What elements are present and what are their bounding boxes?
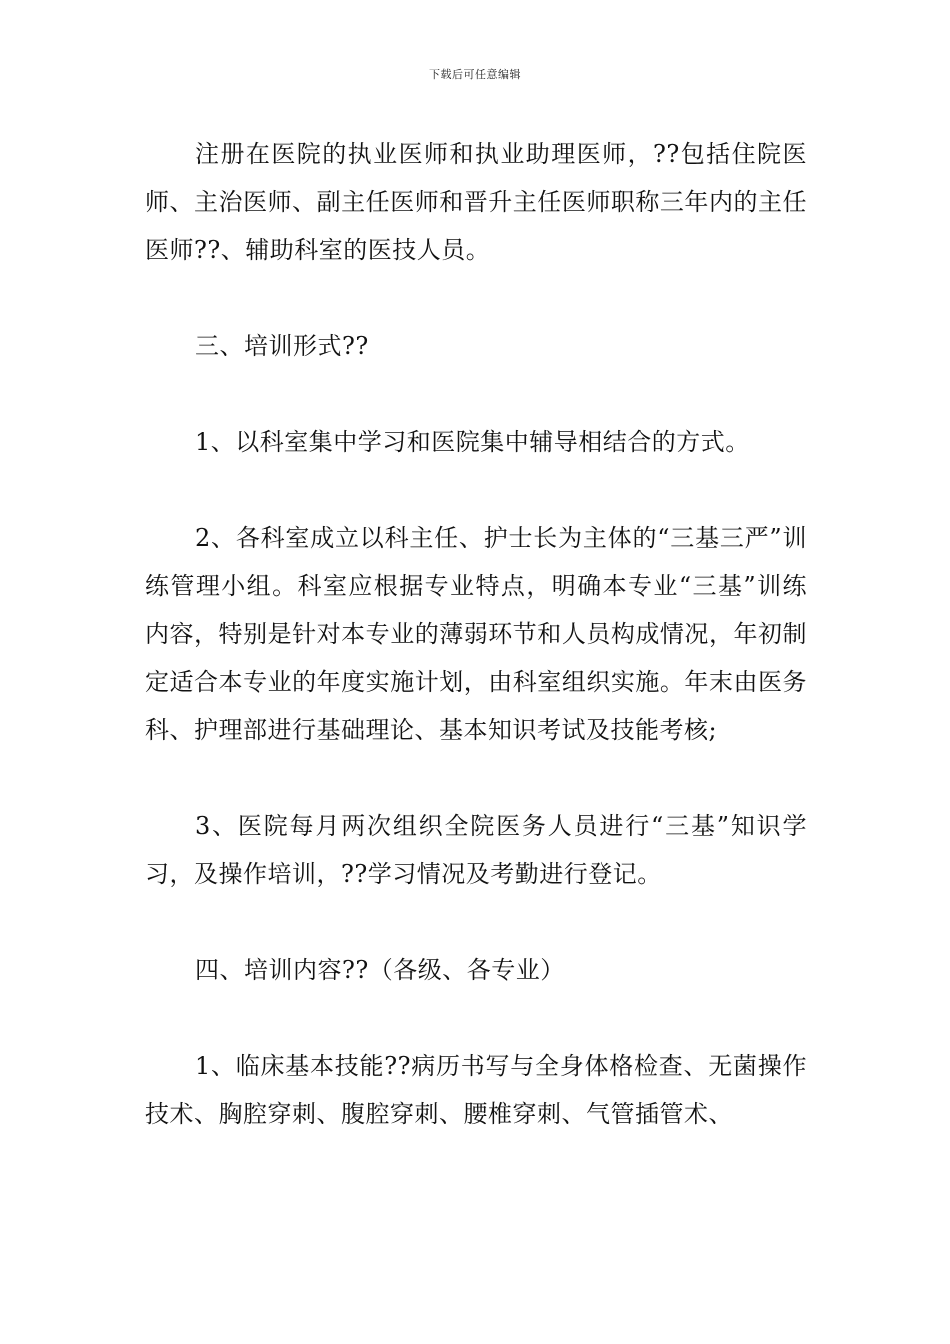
- paragraph-scope: 注册在医院的执业医师和执业助理医师，??包括住院医师、主治医师、副主任医师和晋升主任医师职称三年内的主任医师??、辅助科室的医技人员。: [145, 140, 807, 264]
- page-header-note: 下载后可任意编辑: [429, 68, 521, 81]
- paragraph-form-3: 3、医院每月两次组织全院医务人员进行“三基”知识学习，及操作培训，??学习情况及考勤进行登记。: [145, 812, 807, 888]
- paragraph-form-2: 2、各科室成立以科主任、护士长为主体的“三基三严”训练管理小组。科室应根据专业特点，明确本专业“三基”训练内容，特别是针对本专业的薄弱环节和人员构成情况，年初制定适合本专业的年度实施计划，由科室组织实施。年末由医务科、护理部进行基础理论、基本知识考试及技能考核;: [145, 524, 807, 744]
- heading-training-content: 四、培训内容??（各级、各专业）: [195, 956, 565, 984]
- paragraph-form-1: 1、以科室集中学习和医院集中辅导相结合的方式。: [195, 428, 750, 456]
- document-body: [145, 130, 807, 1138]
- heading-training-form: 三、培训形式??: [195, 332, 369, 360]
- paragraph-content-1: 1、临床基本技能??病历书写与全身体格检查、无菌操作技术、胸腔穿刺、腹腔穿刺、腰椎穿刺、气管插管术、: [145, 1052, 807, 1128]
